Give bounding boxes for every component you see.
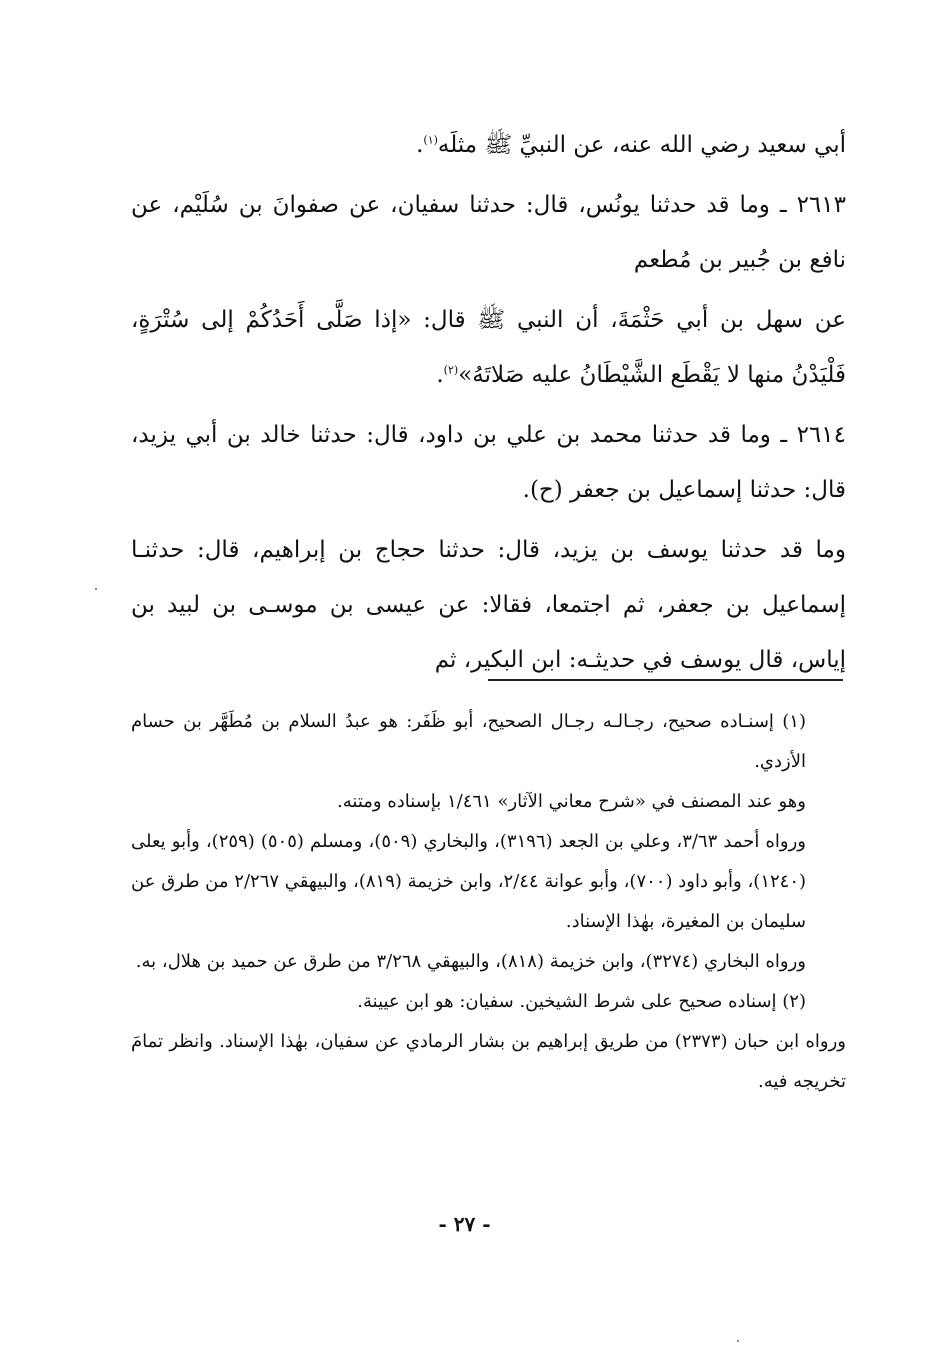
- main-text: [131, 118, 846, 688]
- scan-speck: [737, 1340, 739, 1342]
- footnote-1-source: وهو عند المصنف في «شرح معاني الآثار» ١/٤٦١ بإسناده ومتنه.: [337, 791, 806, 812]
- footnote-marker-2: (٢): [443, 363, 459, 377]
- footnote-2-narrations: ورواه ابن حبان (٢٣٧٣) من طريق إبراهيم بن بشار الرمادي عن سفيان، بهٰذا الإسناد. وانظر تمامَ تخريجه فيه.: [131, 1031, 846, 1092]
- footnotes: [131, 702, 846, 1102]
- footnote-1-narrations: ورواه أحمد ٣/٦٣، وعلي بن الجعد (٣١٩٦)، والبخاري (٥٠٩)، ومسلم (٥٠٥) (٢٥٩)، وأبو يعلى (١٢٤٠)، وأبو داود (٧٠٠)، وأبو عوانة ٢/٤٤، وابن خزيمة (٨١٩)، والبيهقي ٢/٢٦٧ من طرق عن سليمان بن المغيرة، بهٰذا الإسناد.: [131, 831, 807, 932]
- footnote-1: (١) إسنـاده صحيح، رجـالـه رجـال الصحيح، أبو ظَفَر: هو عبدُ السلام بن مُطَهَّر بن حسام الأزدي.: [131, 711, 806, 772]
- hadith-2613-text: عن سهل بن أبي حَثْمَةَ، أن النبي ﷺ قال: «إذا صَلَّى أَحَدُكُمْ إلى سُتْرَةٍ، فَلْيَدْنُ منها لا يَقْطَع الشَّيْطَانُ عليه صَلاتَهُ»$^{(٢)}$.: [131, 307, 846, 388]
- hadith-2614-chain: ٢٦١٤ ـ وما قد حدثنا محمد بن علي بن داود، قال: حدثنا خالد بن أبي يزيد، قال: حدثنا إسماعيل بن جعفر (ح).: [131, 422, 846, 503]
- hadith-2614-second-chain: وما قد حدثنا يوسف بن يزيد، قال: حدثنا حجاج بن إبراهيم، قال: حدثنـا إسماعيل بن جعفر، ثم اجتمعا، فقالا: عن عيسى بن موسـى بن لبيد بن إياس، قال يوسف في حديثـه: ابن البكير، ثم: [131, 537, 846, 673]
- footnote-2: (٢) إسناده صحيح على شرط الشيخين. سفيان: هو ابن عيينة.: [357, 991, 806, 1012]
- footnote-1-narrations-2: ورواه البخاري (٣٢٧٤)، وابن خزيمة (٨١٨)، والبيهقي ٣/٢٦٨ من طرق عن حميد بن هلال، به.: [135, 951, 806, 972]
- page-number: - ٢٧ -: [438, 1212, 491, 1236]
- paragraph-continuation: أبي سعيد رضي الله عنه، عن النبيِّ ﷺ مثلَه$^{(١)}$.: [416, 132, 846, 158]
- scan-speck: [95, 588, 97, 590]
- footnote-marker-1: (١): [423, 133, 438, 147]
- footnote-separator: [488, 679, 843, 681]
- hadith-2613-chain: ٢٦١٣ ـ وما قد حدثنا يونُس، قال: حدثنا سفيان، عن صفوانَ بن سُلَيْم، عن نافع بن جُبير بن مُطعم: [131, 192, 846, 273]
